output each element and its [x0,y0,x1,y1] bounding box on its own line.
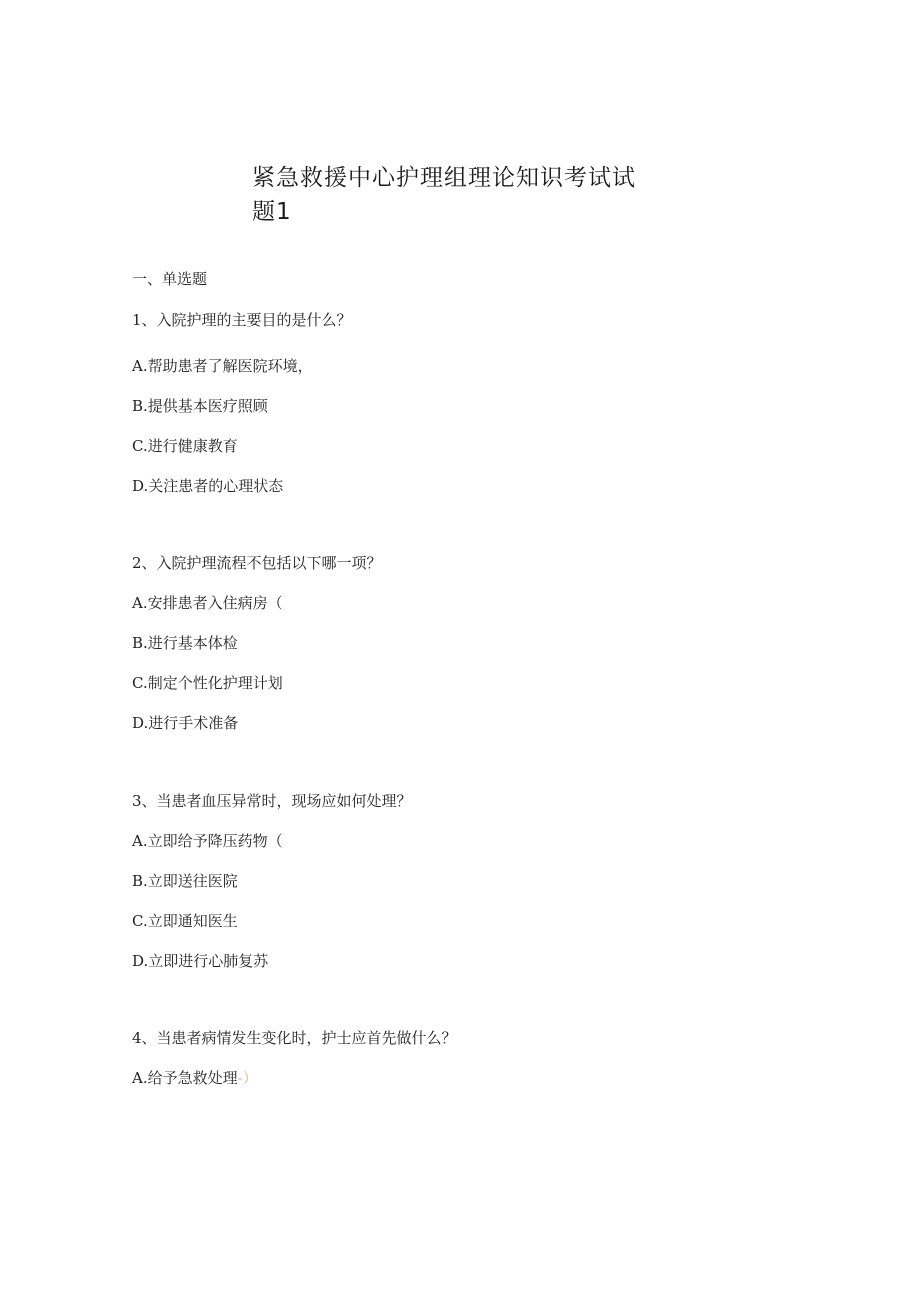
option-a-text: A.给予急救处理 [132,1069,238,1087]
option-b: B.立即送往医院 [132,872,238,890]
option-a: A.立即给予降压药物（ [132,832,283,850]
question-4 [132,1027,772,1089]
section-heading: 一、单选题 [132,270,208,288]
exam-title [252,161,652,229]
exam-title-line1: 紧急救援中心护理组理论知识考试试 [252,165,636,191]
option-d: D.立即进行心肺复苏 [132,952,269,970]
option-a: A.帮助患者了解医院环境， [132,357,313,375]
option-a [132,1067,772,1089]
question-text: 3、当患者血压异常时，现场应如何处理？ [132,792,412,810]
option-b: B.提供基本医疗照顾 [132,397,268,415]
option-list [132,830,772,972]
option-list [132,355,772,497]
question-3 [132,790,772,972]
option-c: C.立即通知医生 [132,912,238,930]
option-list [132,1067,772,1089]
question-text: 1、入院护理的主要目的是什么？ [132,311,352,329]
question-1 [132,309,772,497]
exam-title-line2: 题1 [252,199,292,225]
option-a: A.安排患者入住病房（ [132,594,283,612]
option-d: D.进行手术准备 [132,714,239,732]
option-b: B.进行基本体检 [132,634,238,652]
question-text: 4、当患者病情发生变化时，护士应首先做什么？ [132,1029,457,1047]
question-text: 2、入院护理流程不包括以下哪一项？ [132,554,382,572]
faint-mark: -） [237,1069,258,1087]
option-c: C.进行健康教育 [132,437,238,455]
option-list [132,592,772,734]
option-d: D.关注患者的心理状态 [132,477,284,495]
question-2 [132,552,772,734]
option-c: C.制定个性化护理计划 [132,674,283,692]
